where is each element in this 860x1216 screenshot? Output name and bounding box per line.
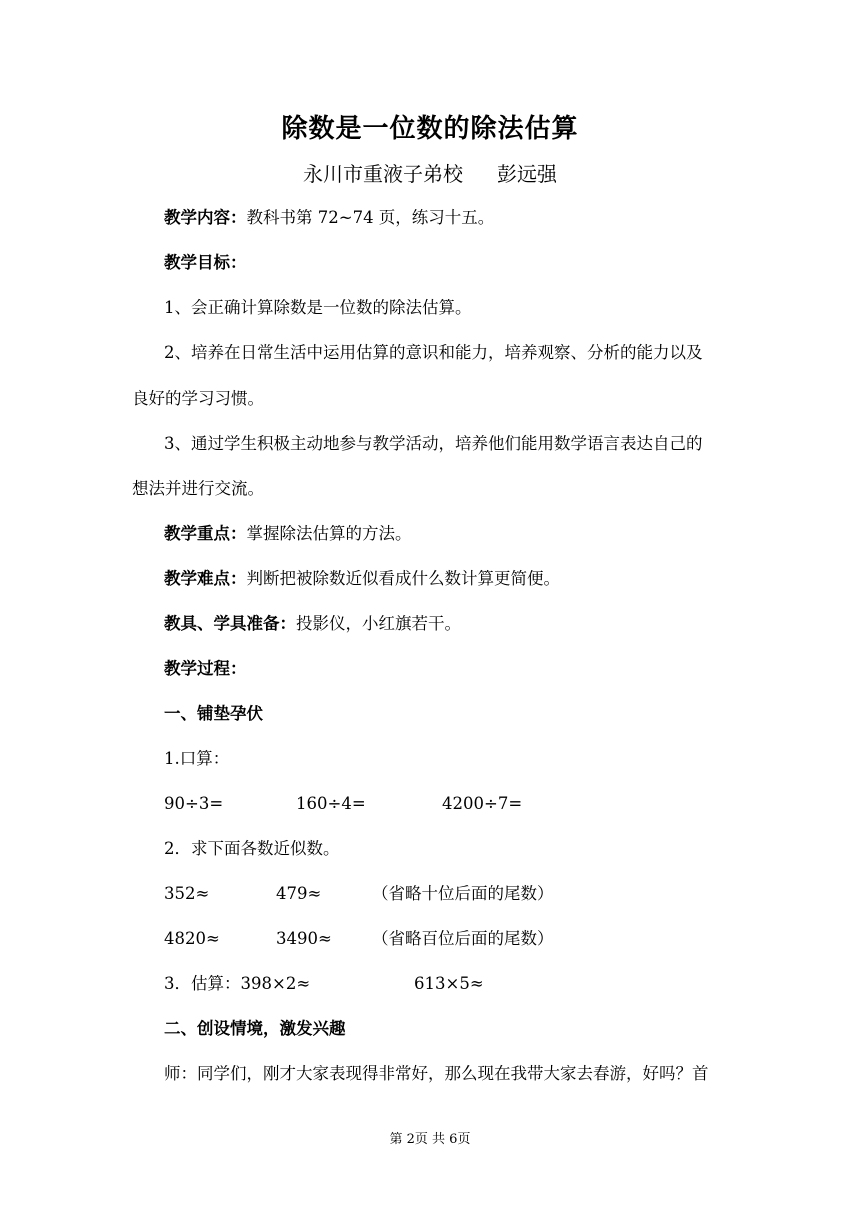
document-title: 除数是一位数的除法估算 <box>281 114 579 144</box>
oral-item-2: 160÷4= <box>296 794 366 813</box>
oral-item-3: 4200÷7= <box>442 794 523 813</box>
oral-item-1: 90÷3= <box>164 794 224 813</box>
objective-2-line1: 2、培养在日常生活中运用估算的意识和能力，培养观察、分析的能力以及 <box>164 343 703 362</box>
author-name: 彭远强 <box>497 162 557 186</box>
approx-row2-a: 4820≈ <box>164 929 220 948</box>
approx-row1-a: 352≈ <box>164 884 210 903</box>
materials <box>164 613 461 635</box>
section2-text: 师：同学们，刚才大家表现得非常好，那么现在我带大家去春游，好吗？首 <box>164 1064 709 1083</box>
author-line <box>0 158 860 187</box>
objective-1: 1、会正确计算除数是一位数的除法估算。 <box>164 298 472 317</box>
difficulty <box>164 568 560 590</box>
approx-row1-b: 479≈ <box>276 884 322 903</box>
author-school: 永川市重液子弟校 <box>303 162 463 186</box>
objectives-label: 教学目标： <box>164 253 247 272</box>
page-footer: 第 2页 共 6页 <box>389 1132 471 1147</box>
estimate-2: 613×5≈ <box>414 974 484 993</box>
approx-row2-note: （省略百位后面的尾数） <box>372 929 554 948</box>
teaching-content-text: 教科书第 72~74 页，练习十五。 <box>246 208 495 227</box>
oral-calc-label: 1.口算： <box>164 749 230 768</box>
section1-heading: 一、铺垫孕伏 <box>164 704 263 723</box>
key-point-text: 掌握除法估算的方法。 <box>246 524 412 543</box>
estimate-1: 3．估算：398×2≈ <box>164 974 311 993</box>
teaching-content-label: 教学内容： <box>164 208 247 227</box>
key-point-label: 教学重点： <box>164 524 247 543</box>
section2-heading: 二、创设情境，激发兴趣 <box>164 1019 346 1038</box>
approx-row2-b: 3490≈ <box>276 929 332 948</box>
materials-label: 教具、学具准备： <box>164 614 296 633</box>
difficulty-label: 教学难点： <box>164 569 247 588</box>
key-point <box>164 523 412 545</box>
objective-3-line1: 3、通过学生积极主动地参与教学活动，培养他们能用数学语言表达自己的 <box>164 434 703 453</box>
process-label: 教学过程： <box>164 659 247 678</box>
objective-3-line2: 想法并进行交流。 <box>132 479 264 498</box>
approx-label: 2．求下面各数近似数。 <box>164 839 340 858</box>
materials-text: 投影仪，小红旗若干。 <box>296 614 461 633</box>
objective-2-line2: 良好的学习习惯。 <box>132 389 264 408</box>
difficulty-text: 判断把被除数近似看成什么数计算更简便。 <box>246 569 560 588</box>
teaching-content <box>164 207 494 229</box>
approx-row1-note: （省略十位后面的尾数） <box>372 884 554 903</box>
